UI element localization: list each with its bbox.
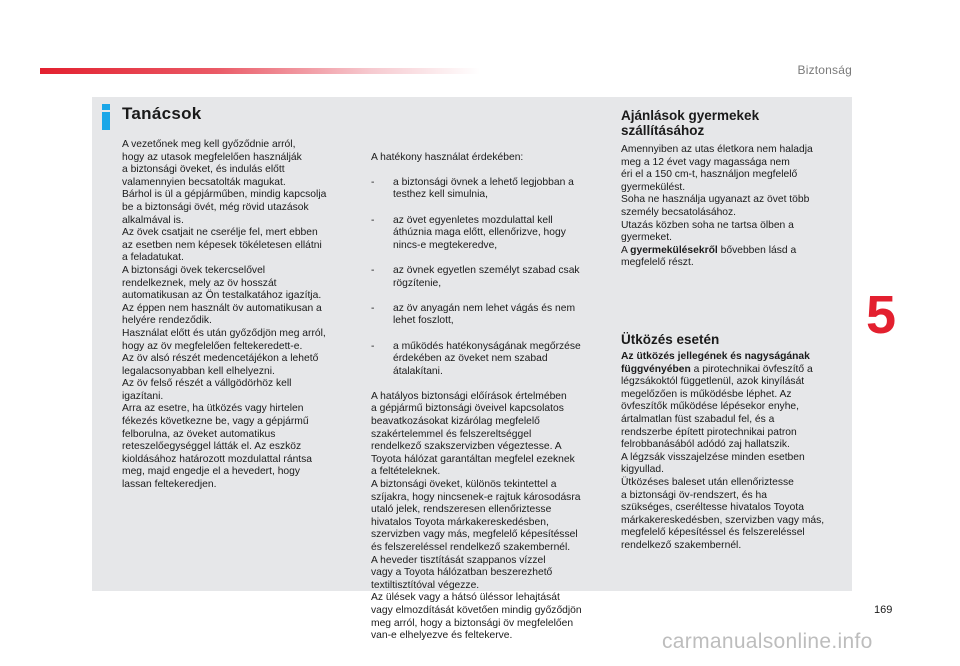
list-item: - a működés hatékonyságának megőrzése érdekében az öveket nem szabad átalakítani. <box>371 340 581 377</box>
advice-column-2-text: A hatályos biztonsági előírások értelmében a gépjármű biztonsági öveivel kapcsolatos beavatkozásokat kizárólag megfelelő szakértelemmel és felszereltséggel rendelkező szakszervizben végeztesse. A Toyota hálózat garantáltan megfelel ezeknek a feltételeknek. A biztonsági öveket, különös tekintettel a szíjakra, hogy nincsenek-e rajtuk károsodásra utaló jelek, rendszeresen ellenőriztesse hivatalos Toyota márkakereskedésben, szervizben vagy más, megfelelő képesítéssel és felszereléssel rendelkező szakembernél. A heveder tisztítását szappanos vízzel vagy a Toyota hálózatban beszerezhető textiltisztítóval végezze. Az ülések vagy a hátsó üléssor lehajtását vagy elmozdítását követően mindig győződjön meg arról, hogy a biztonsági öv megfelelően van-e elhelyezve és feltekerve. <box>371 390 582 642</box>
collision-heading: Ütközés esetén <box>621 332 720 347</box>
list-item: - az övnek egyetlen személyt szabad csak rögzítenie, <box>371 264 580 289</box>
child-transport-text: Amennyiben az utas életkora nem haladja meg a 12 évet vagy magassága nem éri el a 150 cm-t, használjon megfelelő gyermekülést. Soha ne használja ugyanazt az övet több személy becsatolásához. Utazás közben soha ne tartsa ölben a gyermeket. A gyermekülésekről bővebben lásd a megfelelő részt. <box>621 144 813 269</box>
list-item: - az öv anyagán nem lehet vágás és nem lehet foszlott, <box>371 302 576 327</box>
collision-text: Az ütközés jellegének és nagyságának függvényében a pirotechnikai övfeszítő a légzsákoktól függetlenül, azok kinyílását megelőzően is működésbe léphet. Az övfeszítők működése lépésekor enyhe, ártalmatlan füst szabadul fel, és a rendszerbe épített pirotechnikai patron felrobbanásából adódó zaj hallatszik. A légzsák visszajelzése minden esetben kigyullad. Ütközéses baleset után ellenőriztesse a biztonsági öv-rendszert, és ha szükséges, cseréltesse hivatalos Toyota márkakereskedésben, szervizben vagy más, megfelelő képesítéssel és felszereléssel rendelkező szakembernél. <box>621 351 825 551</box>
list-item: - az övet egyenletes mozdulattal kell áthúznia maga előtt, ellenőrizve, hogy nincs-e megtekeredve, <box>371 214 566 251</box>
info-icon <box>99 104 113 130</box>
child-transport-heading: Ajánlások gyermekek szállításához <box>621 108 760 138</box>
child-seat-reference: gyermekülésekről <box>630 244 718 256</box>
page-number: 169 <box>874 604 893 616</box>
watermark: carmanualsonline.info <box>662 630 873 653</box>
header-gradient-bar <box>40 68 480 74</box>
chapter-number: 5 <box>866 285 897 345</box>
list-item: - a biztonsági övnek a lehető legjobban a testhez kell simulnia, <box>371 176 574 201</box>
advice-column-2 <box>371 139 603 655</box>
section-label: Biztonság <box>797 63 852 77</box>
panel-title: Tanácsok <box>122 104 202 123</box>
bullets-intro: A hatékony használat érdekében: <box>371 151 524 163</box>
advice-column-1: A vezetőnek meg kell győződnie arról, hogy az utasok megfelelően használják a biztonsági öveket, és indulás előtt valamennyien becsatolták magukat. Bárhol is ül a gépjárműben, mindig kapcsolja be a biztonsági övét, még rövid utazások alkalmával is. Az övek csatjait ne cserélje fel, mert ebben az esetben nem képesek tökéletesen ellátni a feladatukat. A biztonsági övek tekercselővel rendelkeznek, mely az öv hosszát automatikusan az Ön testalkatához igazítja. Az éppen nem használt öv automatikusan a helyére rendeződik. Használat előtt és után győződjön meg arról, hogy az öv megfelelően feltekeredett-e. Az öv alsó részét medencetájékon a lehető legalacsonyabban kell elhelyezni. Az öv felső részét a vállgödörhöz kell igazítani. Arra az esetre, ha ütközés vagy hirtelen fékezés következne be, vagy a gépjármű felborulna, az öveket automatikus reteszelőegységgel látták el. Az eszköz kioldásához határozott mozdulattal rántsa meg, majd engedje el a hevedert, hogy lassan feltekeredjen. <box>122 139 327 491</box>
